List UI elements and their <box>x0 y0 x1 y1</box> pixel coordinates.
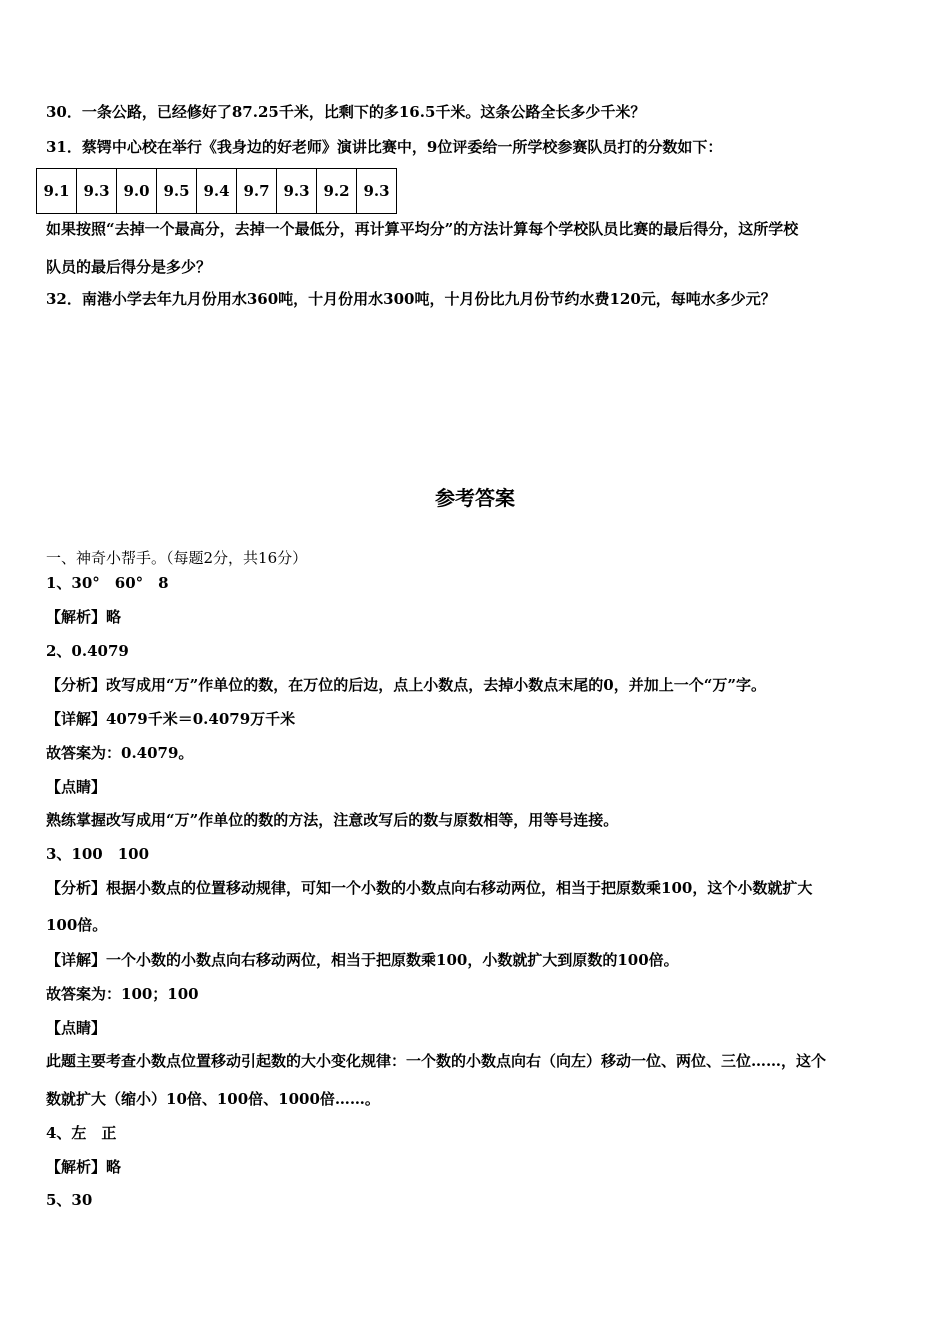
answer-3-analysis-line2: 100倍。 <box>46 916 108 934</box>
answer-5: 5、30 <box>46 1191 93 1209</box>
answer-3-result: 故答案为：100；100 <box>46 985 199 1003</box>
scores-table <box>36 168 397 214</box>
question-30: 30．一条公路，已经修好了87.25千米，比剩下的多16.5千米。这条公路全长多少千米？ <box>46 103 646 121</box>
question-31: 31．蔡锷中心校在举行《我身边的好老师》演讲比赛中，9位评委给一所学校参赛队员打的分数如下： <box>46 138 723 156</box>
answer-3-analysis-line1: 【分析】根据小数点的位置移动规律，可知一个小数的小数点向右移动两位，相当于把原数乘100，这个小数就扩大 <box>46 879 813 897</box>
table-row <box>37 169 397 214</box>
answer-3: 3、100 100 <box>46 845 150 863</box>
question-31-text-line1: 如果按照“去掉一个最高分，去掉一个最低分，再计算平均分”的方法计算每个学校队员比赛的最后得分，这所学校 <box>46 220 799 238</box>
score-cell: 9.4 <box>197 169 237 214</box>
answer-3-tip-label: 【点睛】 <box>46 1019 107 1037</box>
score-cell: 9.3 <box>357 169 397 214</box>
score-cell: 9.2 <box>317 169 357 214</box>
question-32: 32．南港小学去年九月份用水360吨，十月份用水300吨，十月份比九月份节约水费120元，每吨水多少元？ <box>46 290 776 308</box>
answer-3-tip-line1: 此题主要考查小数点位置移动引起数的大小变化规律：一个数的小数点向右（向左）移动一位、两位、三位……，这个 <box>46 1052 827 1070</box>
answer-4: 4、左 正 <box>46 1124 117 1142</box>
question-31-text-line2: 队员的最后得分是多少？ <box>46 258 212 276</box>
answer-4-note: 【解析】略 <box>46 1158 122 1176</box>
score-cell: 9.3 <box>277 169 317 214</box>
answer-1: 1、30° 60° 8 <box>46 574 169 592</box>
answer-2-analysis: 【分析】改写成用“万”作单位的数，在万位的后边，点上小数点，去掉小数点末尾的0，并加上一个“万”字。 <box>46 676 766 694</box>
answer-1-note: 【解析】略 <box>46 608 122 626</box>
answer-2-detail: 【详解】4079千米＝0.4079万千米 <box>46 710 296 728</box>
answer-2: 2、0.4079 <box>46 642 129 660</box>
answer-3-tip-line2: 数就扩大（缩小）10倍、100倍、1000倍……。 <box>46 1090 380 1108</box>
answer-2-result: 故答案为：0.4079。 <box>46 744 194 762</box>
score-cell: 9.1 <box>37 169 77 214</box>
answer-2-tip: 熟练掌握改写成用“万”作单位的数的方法，注意改写后的数与原数相等，用等号连接。 <box>46 811 619 829</box>
score-cell: 9.5 <box>157 169 197 214</box>
score-cell: 9.3 <box>77 169 117 214</box>
score-cell: 9.0 <box>117 169 157 214</box>
answer-2-tip-label: 【点睛】 <box>46 778 107 796</box>
answer-title: 参考答案 <box>435 486 515 510</box>
section-heading: 一、神奇小帮手。（每题2分，共16分） <box>46 549 308 567</box>
answer-3-detail: 【详解】一个小数的小数点向右移动两位，相当于把原数乘100，小数就扩大到原数的100倍。 <box>46 951 679 969</box>
score-cell: 9.7 <box>237 169 277 214</box>
